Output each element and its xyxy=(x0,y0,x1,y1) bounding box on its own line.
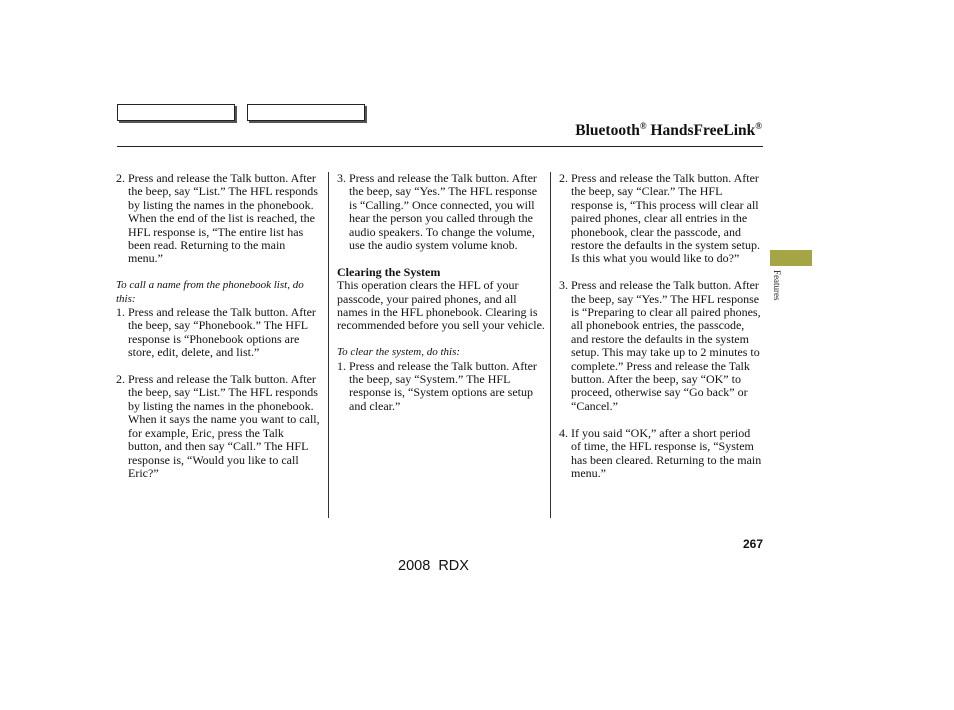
column-1 xyxy=(116,172,320,494)
list-item: 2. Press and release the Talk button. After the beep, say “Clear.” The HFL response is, “This process will clear all paired phones, clear all entries in the phonebook, clear the passcode, and restore the defaults in the system setup. Is this what you would like to do?” xyxy=(559,171,760,266)
list-item: 1. Press and release the Talk button. After the beep, say “Phonebook.” The HFL response is “Phonebook options are store, edit, delete, and list.” xyxy=(116,305,316,360)
list-item: 3. Press and release the Talk button. After the beep, say “Yes.” The HFL response is “Calling.” Once connected, you will hear the person you called through the audio speakers. To change the volume, use the audio system volume knob. xyxy=(337,171,538,253)
section-tab[interactable] xyxy=(770,250,812,266)
column-divider xyxy=(550,172,551,518)
list-item: 3. Press and release the Talk button. After the beep, say “Yes.” The HFL response is “Preparing to clear all paired phones, all phonebook entries, the passcode, and restore the defaults in the system setup. This may take up to 2 minutes to complete.” Press and release the Talk button. After the beep, say “OK” to proceed, otherwise say “Go back” or “Cancel.” xyxy=(559,278,761,413)
column-3 xyxy=(559,172,763,494)
list-item: 1. Press and release the Talk button. After the beep, say “System.” The HFL response is, “System options are setup and clear.” xyxy=(337,358,537,413)
column-divider xyxy=(328,172,329,518)
procedure-intro: To clear the system, do this: xyxy=(337,346,461,359)
list-item: 2. Press and release the Talk button. After the beep, say “List.” The HFL responds by listing the names in the phonebook. When the end of the list is reached, the HFL response is, “The entire list has been read. Returning to the main menu.” xyxy=(116,171,318,266)
list-item: 2. Press and release the Talk button. After the beep, say “List.” The HFL responds by listing the names in the phonebook. When it says the name you want to call, for example, Eric, press the Talk button, and then say “Call.” The HFL response is, “Would you like to call Eric?” xyxy=(116,372,320,480)
model-label: 2008 RDX xyxy=(398,558,469,574)
page-number: 267 xyxy=(742,537,763,551)
section-tab-label: Features xyxy=(772,270,782,301)
section-paragraph: This operation clears the HFL of your passcode, your paired phones, and all names in the HFL phonebook. Clearing is recommended before you sell your vehicle. xyxy=(337,278,545,333)
nav-box-previous[interactable] xyxy=(117,104,235,121)
page-title: Bluetooth® HandsFreeLink® xyxy=(575,121,762,140)
header-rule xyxy=(117,146,763,147)
list-item: 4. If you said “OK,” after a short period of time, the HFL response is, “System has been cleared. Returning to the main menu.” xyxy=(559,425,762,480)
nav-box-next[interactable] xyxy=(247,104,365,121)
section-heading: Clearing the System xyxy=(337,264,441,279)
column-2 xyxy=(337,172,545,427)
procedure-intro: To call a name from the phonebook list, do this: xyxy=(116,279,304,305)
